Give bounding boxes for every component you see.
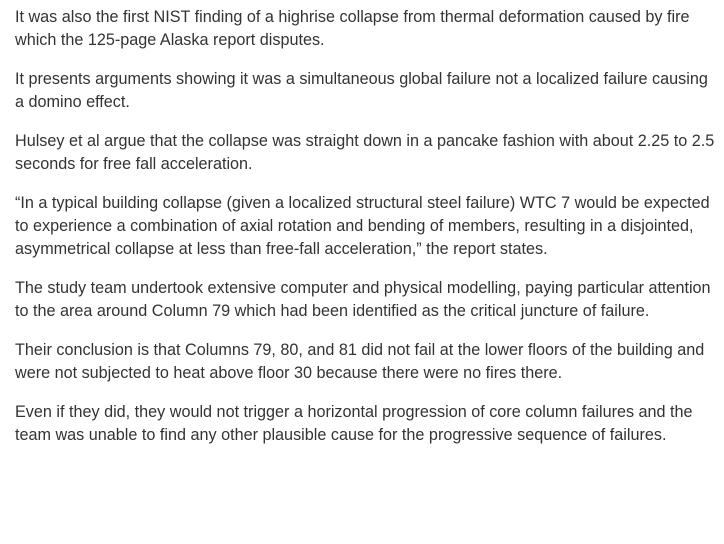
paragraph: It was also the first NIST finding of a highrise collapse from thermal deformation caused by fire which the 125-page Alaska report disputes. — [15, 8, 690, 49]
paragraph: The study team undertook extensive computer and physical modelling, paying particular attention to the area around Column 79 which had been identified as the critical juncture of failure. — [15, 279, 711, 320]
paragraph: Even if they did, they would not trigger a horizontal progression of core column failures and the team was unable to find any other plausible cause for the progressive sequence of failures. — [15, 403, 693, 444]
paragraph: Their conclusion is that Columns 79, 80, and 81 did not fail at the lower floors of the building and were not subjected to heat above floor 30 because there were no fires there. — [15, 341, 705, 382]
paragraph: It presents arguments showing it was a simultaneous global failure not a localized failure causing a domino effect. — [15, 70, 708, 111]
paragraph: Hulsey et al argue that the collapse was straight down in a pancake fashion with about 2.25 to 2.5 seconds for free fall acceleration. — [15, 132, 715, 173]
paragraph: “In a typical building collapse (given a localized structural steel failure) WTC 7 would be expected to experience a combination of axial rotation and bending of members, resulting in a disjointed, asymmetrical collapse at less than free-fall acceleration,” the report states. — [15, 194, 710, 258]
